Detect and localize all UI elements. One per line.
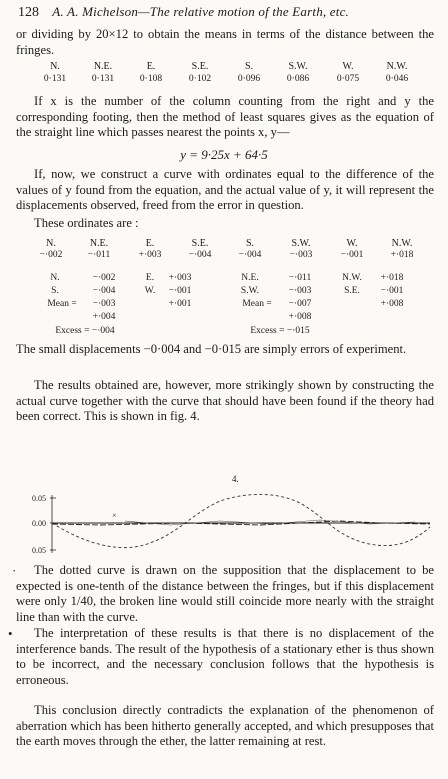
table1-val: 0·131 [43, 74, 67, 84]
table1-dir: E. [146, 61, 156, 72]
table2-dir: E. [145, 238, 155, 249]
calc-label: Mean = [242, 299, 272, 309]
excess-left: Excess = −·004 [55, 326, 115, 336]
table2-val: +·003 [138, 250, 162, 260]
calc-value: +·001 [168, 299, 192, 309]
table1-val: 0·131 [91, 74, 115, 84]
calc-value: −·003 [92, 299, 116, 309]
running-header [18, 4, 436, 21]
paragraph-5: The small displacements −0·004 and −0·015 are simply errors of experiment. [16, 342, 407, 356]
paragraph-6: The results obtained are, however, more strikingly shown by constructing the actual curve together with the curve that should have been found if the theory had been correct. This is shown in fig. 4. [16, 378, 434, 423]
calc-value: −·011 [288, 273, 312, 283]
calc-label: S. [51, 286, 59, 296]
page-number: 128 [18, 5, 39, 20]
calc-label: W. [144, 286, 156, 296]
table1-val: 0·075 [336, 74, 360, 84]
table2-val: −·004 [188, 250, 212, 260]
table2-dir: S.E. [191, 238, 209, 249]
table2-dir: N.E. [89, 238, 109, 249]
calc-value: −·001 [380, 286, 404, 296]
calc-label: Mean = [47, 299, 77, 309]
paragraph-8: The interpretation of these results is that there is no displacement of the interference bands. The result of the hypothesis of a stationary ether is thus shown to be incorrect, and the necessary conclusion follows that the hypothesis is erroneous. [16, 626, 434, 687]
table2-val: −·004 [238, 250, 262, 260]
paragraph-4: These ordinates are : [34, 216, 139, 230]
table1-dir: S.W. [288, 61, 308, 72]
running-title: A. A. Michelson—The relative motion of the Earth, etc. [52, 4, 349, 19]
table1-val: 0·096 [237, 74, 261, 84]
paragraph-2: If x is the number of the column counting from the right and y the corresponding footing, then the method of least squares gives as the equation of the straight line which passes nearest the points x, y— [16, 94, 434, 139]
table1-val: 0·102 [188, 74, 212, 84]
calc-value: −·003 [288, 286, 312, 296]
table2-dir: S. [245, 238, 255, 249]
observed-line [125, 520, 415, 525]
table1-val: 0·108 [139, 74, 163, 84]
table1-dir: N.W. [386, 61, 408, 72]
calc-value: +·008 [288, 312, 312, 322]
calc-value: +·003 [168, 273, 192, 283]
table1-val: 0·046 [385, 74, 409, 84]
table2-dir: S.W. [291, 238, 311, 249]
table2-dir: W. [346, 238, 358, 249]
figure-4 [30, 487, 434, 559]
dotted-curve [52, 494, 430, 547]
calc-label: E. [145, 273, 155, 283]
table1-dir: S. [244, 61, 254, 72]
paragraph-3: If, now, we construct a curve with ordinates equal to the difference of the values of y found from the equation, and the actual value of y, it will represent the displacements observed, freed from the error in question. [16, 167, 434, 212]
figure-number: 4. [232, 474, 239, 484]
equation: y = 9·25x + 64·5 [180, 147, 268, 162]
table1-dir: N.E. [93, 61, 113, 72]
excess-right: Excess = −·015 [250, 326, 310, 336]
bullet-mark: • [8, 626, 13, 641]
calc-value: −·001 [168, 286, 192, 296]
calc-value: −·007 [288, 299, 312, 309]
calc-label: N.E. [241, 273, 259, 283]
calc-value: +·004 [92, 312, 116, 322]
table1-dir: S.E. [191, 61, 209, 72]
calc-value: +·018 [380, 273, 404, 283]
paragraph-7: The dotted curve is drawn on the supposition that the displacement to be expected is one-tenth of the distance between the fringes, but if this displacement were only 1/40, the broken line would still coincide more nearly with the straight line than with the curve. [16, 563, 434, 624]
table2-dir: N.W. [391, 238, 413, 249]
y-tick-bottom: 0.05 [32, 546, 46, 555]
table2-val: −·003 [289, 250, 313, 260]
table2-dir: N. [46, 238, 56, 249]
y-tick-zero: 0.00 [32, 519, 46, 528]
calc-label: S.W. [240, 286, 260, 296]
paragraph-1: or dividing by 20×12 to obtain the means in terms of the distance between the fringes. [16, 27, 434, 57]
calc-value: −·004 [92, 286, 116, 296]
bullet-mark: · [12, 563, 17, 578]
calc-value: −·002 [92, 273, 116, 283]
table1-val: 0·086 [286, 74, 310, 84]
marker: × [112, 511, 117, 520]
y-tick-top: 0.05 [32, 494, 46, 503]
table1-dir: N. [50, 61, 60, 72]
table2-val: −·011 [87, 250, 111, 260]
table2-val: −·002 [39, 250, 63, 260]
calc-label: N. [50, 273, 60, 283]
calc-value: +·008 [380, 299, 404, 309]
calc-label: N.W. [342, 273, 362, 283]
table1-dir: W. [342, 61, 354, 72]
paragraph-9: This conclusion directly contradicts the explanation of the phenomenon of aberration which has been hitherto generally accepted, and which presupposes that the earth moves through the ether, the latter remaining at rest. [16, 703, 434, 748]
table2-val: −·001 [340, 250, 364, 260]
calc-label: S.E. [344, 286, 360, 296]
table2-val: +·018 [390, 250, 414, 260]
